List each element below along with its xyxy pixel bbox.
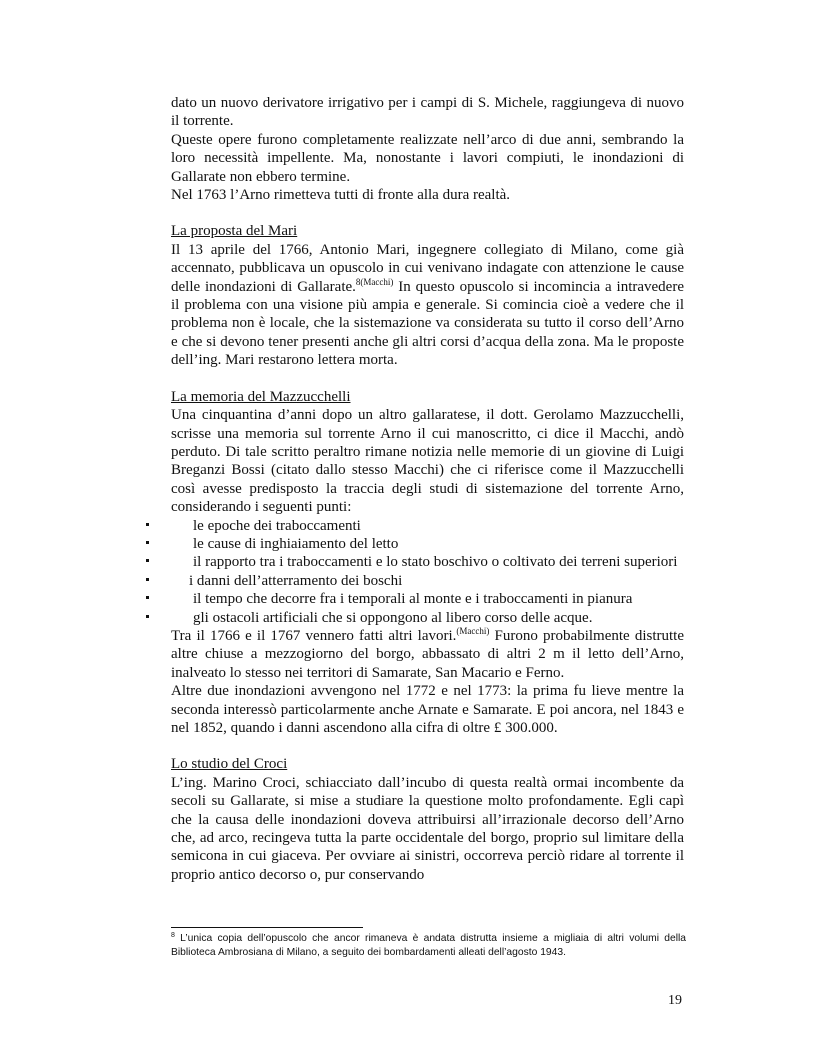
list-item: le cause di inghiaiamento del letto [171,535,684,553]
footnote [171,932,686,960]
paragraph: Nel 1763 l’Arno rimetteva tutti di fronte alla dura realtà. [171,187,511,204]
citation-ref: (Macchi) [456,625,490,636]
section-heading-mari: La proposta del Mari [171,223,298,240]
paragraph-text: Tra il 1766 e il 1767 vennero fatti altri lavori. [171,627,457,644]
list-item: il tempo che decorre fra i temporali al monte e i traboccamenti in pianura [171,590,684,608]
paragraph: L’ing. Marino Croci, schiacciato dall’incubo di questa realtà ormai incombente da secoli su Gallarate, si mise a studiare la questione molto profondamente. Egli capì che la causa delle inondazioni doveva attribuirsi all’irrazionale decorso dell’Arno che, ad arco, recingeva tutta la parte occidentale del borgo, proprio sul limitare della semicona in cui giaceva. Per ovviare ai sinistri, occorreva perciò ridare al torrente il proprio antico decorso o, pur conservando [171,774,684,883]
paragraph: Una cinquantina d’anni dopo un altro gallaratese, il dott. Gerolamo Mazzucchelli, scrisse una memoria sul torrente Arno il cui manoscritto, ci dice il Macchi, andò perduto. Di tale scritto peraltro rimane notizia nelle memorie di un giovine di Luigi Breganzi Bossi (citato dallo stesso Macchi) che ci riferisce come il Mazzucchelli così avesse predisposto la traccia degli studi di sistemazione del torrente Arno, considerando i seguenti punti: [171,407,684,516]
paragraph: dato un nuovo derivatore irrigativo per i campi di S. Michele, raggiungeva di nuovo il torrente. [171,95,684,130]
bullet-icon [146,541,149,544]
bullet-icon [146,615,149,618]
bullet-icon [146,578,149,581]
paragraph-text: In questo opuscolo si incomincia a intravedere il problema con una visione più ampia e generale. Si comincia cioè a vedere che il problema non è locale, che la sistemazione va considerata su tutto il corso dell’Arno e che si devono tener presenti anche gli altri corsi d’acqua della zona. Ma le proposte dell’ing. Mari restarono lettera morta. [171,278,684,369]
bullet-icon [146,596,149,599]
list-item: le epoche dei traboccamenti [171,517,684,535]
page-body [171,94,684,884]
paragraph [171,627,684,682]
paragraph [171,241,684,370]
footnote-text: L’unica copia dell’opuscolo che ancor rimaneva è andata distrutta insieme a migliaia di altri volumi della Biblioteca Ambrosiana di Milano, a seguito dei bombardamenti alleati dell’agosto 1943. [171,933,686,958]
section-heading-mazzucchelli: La memoria del Mazzucchelli [171,388,351,405]
points-list [171,517,684,627]
paragraph: Altre due inondazioni avvengono nel 1772 e nel 1773: la prima fu lieve mentre la seconda interessò particolarmente anche Arnate e Samarate. E poi ancora, nel 1843 e nel 1852, quando i danni ascendono alla cifra di oltre £ 300.000. [171,683,684,736]
paragraph-text: Furono probabilmente distrutte altre chiuse a mezzogiorno del borgo, abbassato di altri 2 m il letto dell’Arno, inalveato lo stesso nei territori di Samarate, San Macario e Ferno. [171,627,684,681]
bullet-icon [146,559,149,562]
citation-ref: 8(Macchi) [355,276,394,287]
footnote-mark: 8 [171,932,175,939]
page-number: 19 [668,993,682,1008]
list-item: gli ostacoli artificiali che si oppongono al libero corso delle acque. [171,609,684,627]
list-item: il rapporto tra i traboccamenti e lo stato boschivo o coltivato dei terreni superiori [171,553,684,571]
bullet-icon [146,523,149,526]
paragraph: Queste opere furono completamente realizzate nell’arco di due anni, sembrando la loro necessità impellente. Ma, nonostante i lavori compiuti, le inondazioni di Gallarate non ebbero termine. [171,131,684,185]
paragraph-text: Il 13 aprile del 1766, Antonio Mari, ingegnere collegiato di Milano, come già accennato, pubblicava un opuscolo in cui venivano indagate con attenzione le cause delle inondazioni di Gallarate. [171,241,684,295]
footnote-divider [171,927,363,928]
section-heading-croci: Lo studio del Croci [171,756,288,773]
list-item: i danni dell’atterramento dei boschi [171,572,684,590]
